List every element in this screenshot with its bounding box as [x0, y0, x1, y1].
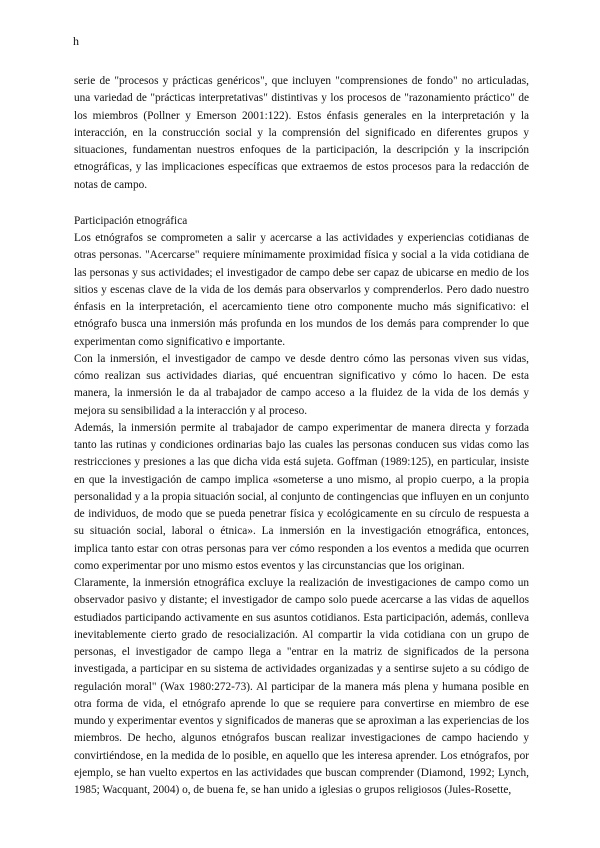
page-header-mark: h [73, 34, 79, 48]
section-gap [74, 194, 529, 213]
paragraph-goffman: Además, la inmersión permite al trabajador de campo experimentar de manera directa y forzada tanto las rutinas y condiciones ordinarias bajo las cuales las personas conducen sus vidas como las restricciones y presiones a las que dicha vida está sujeta. Goffman (1989:125), en particular, insiste en que la investigación de campo implica «someterse a uno mismo, al propio cuerpo, a la propia personalidad y a la propia situación social, al conjunto de contingencias que influyen en un conjunto de individuos, de modo que se pueda penetrar física y ecológicamente en su círculo de respuesta a su situación social, laboral o étnica». La inmersión en la investigación etnográfica, entonces, implica tanto estar con otras personas para ver cómo responden a los eventos a medida que ocurren como experimentar por uno mismo estos eventos y las circunstancias que los originan. [74, 421, 529, 572]
paragraph-immersion: Con la inmersión, el investigador de campo ve desde dentro cómo las personas viven sus vidas, cómo realizan sus actividades diarias, qué encuentran significativo y cómo lo hacen. De esta manera, la inmersión le da al trabajador de campo acceso a la fluidez de la vida de los demás y mejora su sensibilidad a la interacción y al proceso. [74, 352, 529, 417]
paragraph-intro: serie de "procesos y prácticas genéricos", que incluyen "comprensiones de fondo" no articuladas, una variedad de "prácticas interpretativas" distintivas y los procesos de "razonamiento práctico" de los miembros (Pollner y Emerson 2001:122). Estos énfasis generales en la interpretación y la interacción, en la construcción social y la comprensión del significado en diferentes grupos y situaciones, fundamentan nuestros enfoques de la participación, la descripción y la inscripción etnográficas, y las implicaciones específicas que extraemos de estos procesos para la redacción de notas de campo. [74, 75, 529, 191]
paragraph-participation: Los etnógrafos se comprometen a salir y acercarse a las actividades y experiencias cotidianas de otras personas. "Acercarse" requiere mínimamente proximidad física y social a la vida cotidiana de las personas y sus actividades; el investigador de campo debe ser capaz de ubicarse en medio de los sitios y escenas clave de la vida de los demás para observarlos y comprenderlos. Pero dado nuestro énfasis en la interpretación, el acercamiento tiene otro componente mucho más significativo: el etnógrafo busca una inmersión más profunda en los mundos de los demás para comprender lo que experimentan como significativo e importante. [74, 232, 529, 348]
document-body [74, 73, 529, 799]
paragraph-resocialization: Claramente, la inmersión etnográfica excluye la realización de investigaciones de campo como un observador pasivo y distante; el investigador de campo solo puede acercarse a las vidas de aquellos estudiados participando activamente en sus asuntos cotidianos. Esta participación, además, conlleva inevitablemente cierto grado de resocialización. Al compartir la vida cotidiana con un grupo de personas, el investigador de campo llega a "entrar en la matriz de significados de la persona investigada, a participar en su sistema de actividades organizadas y a sentirse sujeto a su código de regulación moral" (Wax 1980:272-73). Al participar de la manera más plena y humana posible en otra forma de vida, el etnógrafo aprende lo que se requiere para convertirse en miembro de ese mundo y experimentar eventos y significados de maneras que se aproximan a las experiencias de los miembros. De hecho, algunos etnógrafos buscan realizar investigaciones de campo haciendo y convirtiéndose, en la medida de lo posible, en aquello que les interesa aprender. Los etnógrafos, por ejemplo, se han vuelto expertos en las actividades que buscan comprender (Diamond, 1992; Lynch, 1985; Wacquant, 2004) o, de buena fe, se han unido a iglesias o grupos religiosos (Jules-Rosette, [74, 577, 529, 796]
section-heading: Participación etnográfica [74, 214, 188, 227]
